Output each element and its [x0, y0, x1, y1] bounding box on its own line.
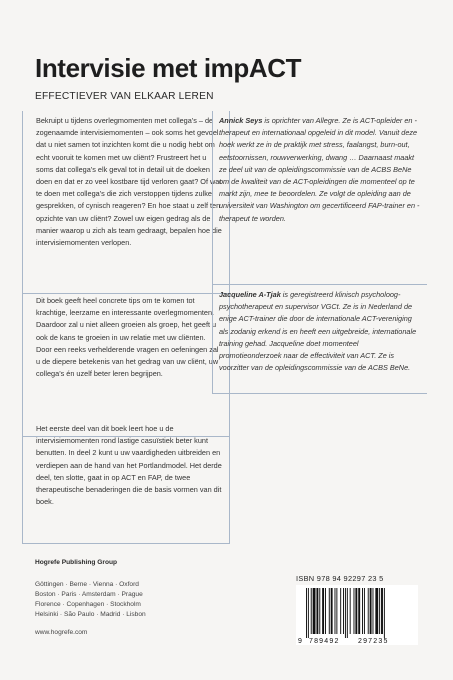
description-block-1 [22, 111, 230, 294]
description-block-2 [22, 291, 230, 437]
isbn-label: ISBN 978 94 92297 23 5 [296, 574, 384, 583]
publisher-name: Hogrefe Publishing Group [35, 559, 118, 566]
description-paragraph-2: Dit boek geeft heel concrete tips om te komen tot krachtige, leerzame en interessante overlegmomenten. Daardoor zal u niet alleen groeien als groep, het geeft u ook de kans te groeien in uw relatie met uw cliënten. Door een reeks verhelderende vragen en oefeningen zal u de diepere betekenis van het gedrag van uw cliënt, uw collega’s én uzelf beter leren begrijpen. [36, 296, 219, 379]
author-text-1: is oprichter van Allegre. Ze is ACT-opleider en -therapeut en internationaal opgeleid in dit model. Vanuit deze hoek werkt ze in de praktijk met stress, faalangst, burn-out, eetstoornissen, rouwverwerking, dwang … Daarnaast maakt ze deel uit van de opleidingscommissie van de ACBS BeNe om de kwaliteit van de ACT-opleidingen die momenteel op te markt zijn, mee te beoordelen. Ze volgt de opleiding aan de universiteit van Washington om gecertificeerd FAP-trainer en -therapeut te worden. [219, 116, 420, 223]
barcode-digits-left: 789492 [309, 638, 340, 645]
city-line: Florence · Copenhagen · Stockholm [35, 601, 141, 608]
city-line: Göttingen · Berne · Vienna · Oxford [35, 581, 139, 588]
author-text-2: is geregistreerd klinisch psycholoog-psychotherapeut en supervisor VGCt. Ze is in Nederland de enige ACT-trainer die door de internationale ACT-vereniging als zodanig erkend is en heeft een uitgebreide, internationale training gehad. Jacqueline doet momenteel promotieonderzoek naar de effectiviteit van ACT. Ze is voorzitter van de opleidingscommissie van de ACBS BeNe. [219, 290, 417, 373]
author-name-2: Jacqueline A-Tjak [219, 290, 281, 299]
isbn-barcode [296, 585, 418, 645]
barcode-graphic [296, 585, 418, 645]
author-bio-2 [212, 285, 427, 394]
city-line: Helsinki · São Paulo · Madrid · Lisbon [35, 611, 146, 618]
barcode-digit-first: 9 [298, 638, 302, 645]
book-subtitle: EFFECTIEVER VAN ELKAAR LEREN [35, 91, 214, 102]
description-block-3 [22, 419, 230, 544]
author-name-1: Annick Seys [219, 116, 263, 125]
publisher-website: www.hogrefe.com [35, 629, 88, 636]
description-paragraph-3: Het eerste deel van dit boek leert hoe u de intervisiemomenten rond lastige casuïstiek beter kunt benutten. In deel 2 kunt u uw vaardigheden uitbreiden en verdiepen aan de hand van het Portlandmodel. Het derde deel, ten slotte, gaat in op ACT en FAP, de twee therapeutische benaderingen die de basis vormen van dit boek. [36, 424, 222, 507]
barcode-digits-right: 297235 [358, 638, 389, 645]
book-title: Intervisie met impACT [35, 53, 302, 83]
publisher-cities [35, 580, 155, 620]
description-paragraph-1: Bekruipt u tijdens overlegmomenten met collega’s – de zogenaamde intervisiemomenten – ook soms het gevoel dat u niet samen tot inzichten komt die u nodig hebt om echt vooruit te komen met uw cliënt? Frustreert het u soms dat collega’s elk geval tot in detail uit de doeken doen en dat er zo veel kostbare tijd verloren gaat? Of wat te doen met collega’s die zich verstoppen tijdens zulke gesprekken, of cynisch reageren? En hoe staat u zelf ten opzichte van uw cliënt? Zowel uw eigen gedrag als de manier waarop u zich als team gedraagt, bepalen hoe die intervisiemomenten verlopen. [36, 116, 222, 248]
city-line: Boston · Paris · Amsterdam · Prague [35, 591, 143, 598]
author-bio-1 [212, 111, 427, 285]
